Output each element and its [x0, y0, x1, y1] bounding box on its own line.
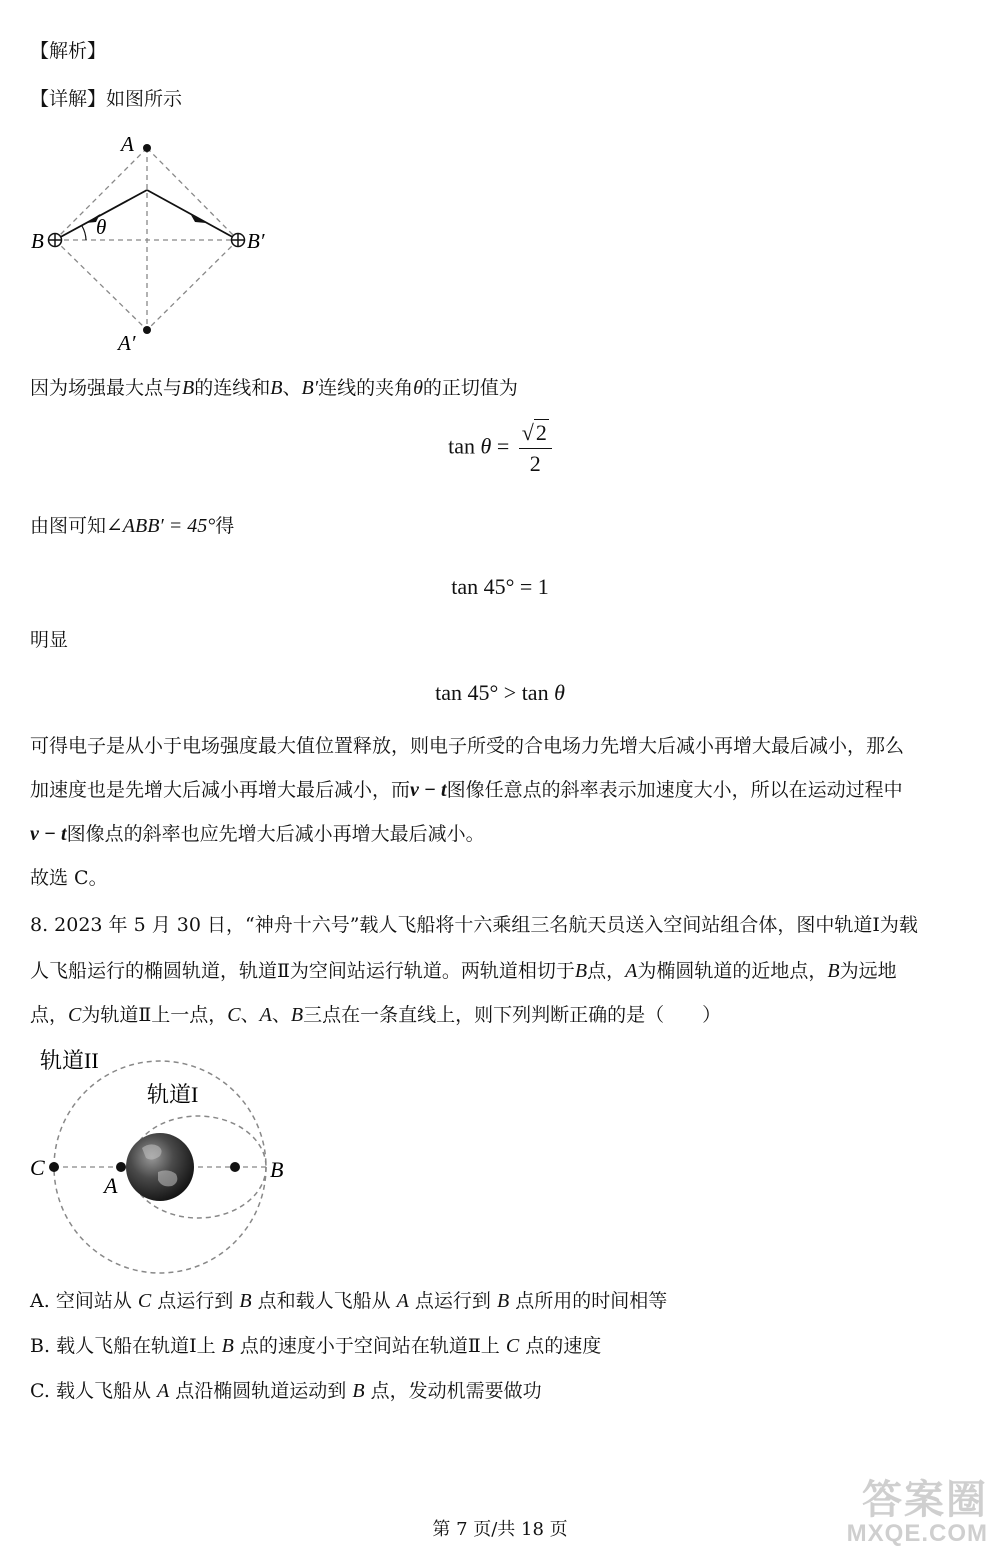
solution-line-3: 明显	[30, 629, 69, 651]
label-b: B	[270, 1157, 284, 1182]
eq-text: tan 45° > tan	[435, 680, 549, 705]
dashed-edge-ab-prime	[147, 148, 238, 240]
label-b-prime: B′	[247, 229, 265, 253]
option-prefix: B.	[30, 1335, 51, 1357]
text-segment: 、	[271, 1004, 291, 1026]
question8-line-1: 8. 2023 年 5 月 30 日，“神舟十六号”载人飞船将十六乘组三名航天员送入空间站组合体，图中轨道Ⅰ为载	[30, 914, 918, 936]
question8-line-3	[30, 1002, 721, 1028]
point-a-prime	[143, 326, 151, 334]
text-segment: 载人飞船在轨道Ⅰ上	[56, 1335, 216, 1357]
var: C	[137, 1290, 152, 1312]
field-diagram	[20, 128, 280, 358]
eq-theta: θ	[554, 680, 565, 705]
theta-arc	[82, 226, 86, 240]
text-segment: 的连线和	[194, 377, 271, 399]
text-segment: 因为场强最大点与	[30, 377, 183, 399]
sqrt-symbol: √2	[521, 420, 547, 445]
var: B	[352, 1380, 365, 1402]
page-footer: 第 7 页/共 18 页	[432, 1519, 568, 1540]
question8-line-2	[30, 958, 897, 984]
var: C	[505, 1335, 520, 1357]
orbit-i-label: 轨道I	[147, 1082, 199, 1107]
angle-expression: ∠ABB′ = 45°	[106, 515, 216, 537]
text-segment: 图像任意点的斜率表示加速度大小，所以在运动过程中	[446, 779, 903, 801]
text-segment: 三点在一条直线上，则下列判断正确的是（ ）	[303, 1004, 722, 1026]
text-segment: 点，	[587, 960, 626, 982]
option-a[interactable]	[30, 1288, 667, 1314]
answer-line: 故选 C。	[30, 867, 108, 889]
solution-para-1: 可得电子是从小于电场强度最大值位置释放，则电子所受的合电场力先增大后减小再增大最后减小，那么	[30, 735, 905, 757]
charge-b-prime	[232, 234, 245, 247]
text-segment: 图像点的斜率也应先增大后减小再增大最后减小。	[66, 823, 485, 845]
detail-heading	[30, 86, 182, 112]
eq-equals: =	[491, 433, 515, 459]
fraction-sqrt2-over-2	[519, 420, 552, 477]
dashed-edge-b-prime-a-prime	[147, 240, 238, 330]
text-segment: 点所用的时间相等	[515, 1290, 668, 1312]
text-segment: 、	[240, 1004, 260, 1026]
text-segment: 空间站从	[55, 1290, 132, 1312]
var: A	[157, 1380, 170, 1402]
label-a-prime: A′	[118, 331, 136, 355]
point-b	[230, 1162, 240, 1172]
text-segment: 载人飞船从	[55, 1380, 151, 1402]
var: A	[396, 1290, 409, 1312]
var: B	[827, 960, 840, 982]
text-segment: 点，	[30, 1004, 69, 1026]
var: C	[68, 1004, 82, 1026]
orbit-diagram	[20, 1040, 300, 1280]
label-a: A	[121, 132, 134, 156]
text-segment: 由图可知	[30, 515, 107, 537]
text-segment: 为椭圆轨道的近地点，	[637, 960, 828, 982]
var-b-prime: B′	[301, 377, 319, 399]
var: A	[259, 1004, 272, 1026]
orbit-ii-label: 轨道II	[40, 1048, 99, 1073]
eq-tan: tan	[448, 433, 476, 459]
watermark-url: MXQE.COM	[846, 1520, 988, 1547]
analysis-heading: 【解析】	[30, 40, 107, 62]
option-b[interactable]	[30, 1333, 601, 1359]
charge-b	[49, 234, 62, 247]
earth-image	[126, 1133, 194, 1201]
radicand: 2	[535, 420, 547, 445]
text-segment: 为轨道Ⅱ上一点，	[81, 1004, 228, 1026]
label-b: B	[31, 229, 44, 253]
var: A	[625, 960, 638, 982]
option-prefix: A.	[30, 1290, 50, 1312]
var: B	[290, 1004, 304, 1026]
text-segment: 点的速度小于空间站在轨道Ⅱ上	[239, 1335, 500, 1357]
equation-inequality	[0, 680, 1000, 706]
watermark-logo: 答案圈	[862, 1478, 988, 1522]
equation-tan-theta	[0, 420, 1000, 477]
var: B	[574, 960, 588, 982]
var: B	[239, 1290, 252, 1312]
label-c: C	[30, 1155, 45, 1180]
vt-expression: v − t	[30, 823, 67, 845]
solution-para-3	[30, 821, 485, 847]
text-segment: 人飞船运行的椭圆轨道，轨道Ⅱ为空间站运行轨道。两轨道相切于	[30, 960, 575, 982]
point-c	[49, 1162, 59, 1172]
text-segment: 得	[215, 515, 235, 537]
detail-text: 如图所示	[106, 88, 183, 110]
denominator: 2	[529, 451, 541, 476]
equation-tan45: tan 45° = 1	[451, 574, 549, 599]
text-segment: 点沿椭圆轨道运动到	[175, 1380, 347, 1402]
text-segment: 点运行到	[157, 1290, 234, 1312]
solution-line-1	[30, 375, 518, 401]
var: C	[227, 1004, 241, 1026]
option-c[interactable]	[30, 1378, 542, 1404]
detail-label: 【详解】	[30, 88, 107, 110]
text-segment: 为远地	[839, 960, 897, 982]
point-a	[143, 144, 151, 152]
var-b: B	[182, 377, 195, 399]
label-theta: θ	[96, 215, 107, 239]
option-prefix: C.	[30, 1380, 50, 1402]
vector-to-b-prime	[147, 190, 238, 240]
var: B	[496, 1290, 510, 1312]
text-segment: 点的速度	[525, 1335, 602, 1357]
var-theta: θ	[413, 377, 423, 399]
text-segment: 点和载人飞船从	[257, 1290, 391, 1312]
eq-theta: θ	[480, 433, 492, 459]
text-segment: 点运行到	[414, 1290, 491, 1312]
var: B	[221, 1335, 234, 1357]
text-segment: 连线的夹角	[318, 377, 414, 399]
solution-para-2	[30, 777, 903, 803]
text-segment: 的正切值为	[422, 377, 518, 399]
text-segment: 、	[282, 377, 302, 399]
solution-line-2	[30, 513, 234, 539]
label-a: A	[104, 1173, 118, 1198]
point-a	[116, 1162, 126, 1172]
text-segment: 点，发动机需要做功	[370, 1380, 542, 1402]
vt-expression: v − t	[410, 779, 447, 801]
dashed-edge-ba-prime	[55, 240, 147, 330]
text-segment: 加速度也是先增大后减小再增大最后减小，而	[30, 779, 411, 801]
var-b: B	[270, 377, 283, 399]
